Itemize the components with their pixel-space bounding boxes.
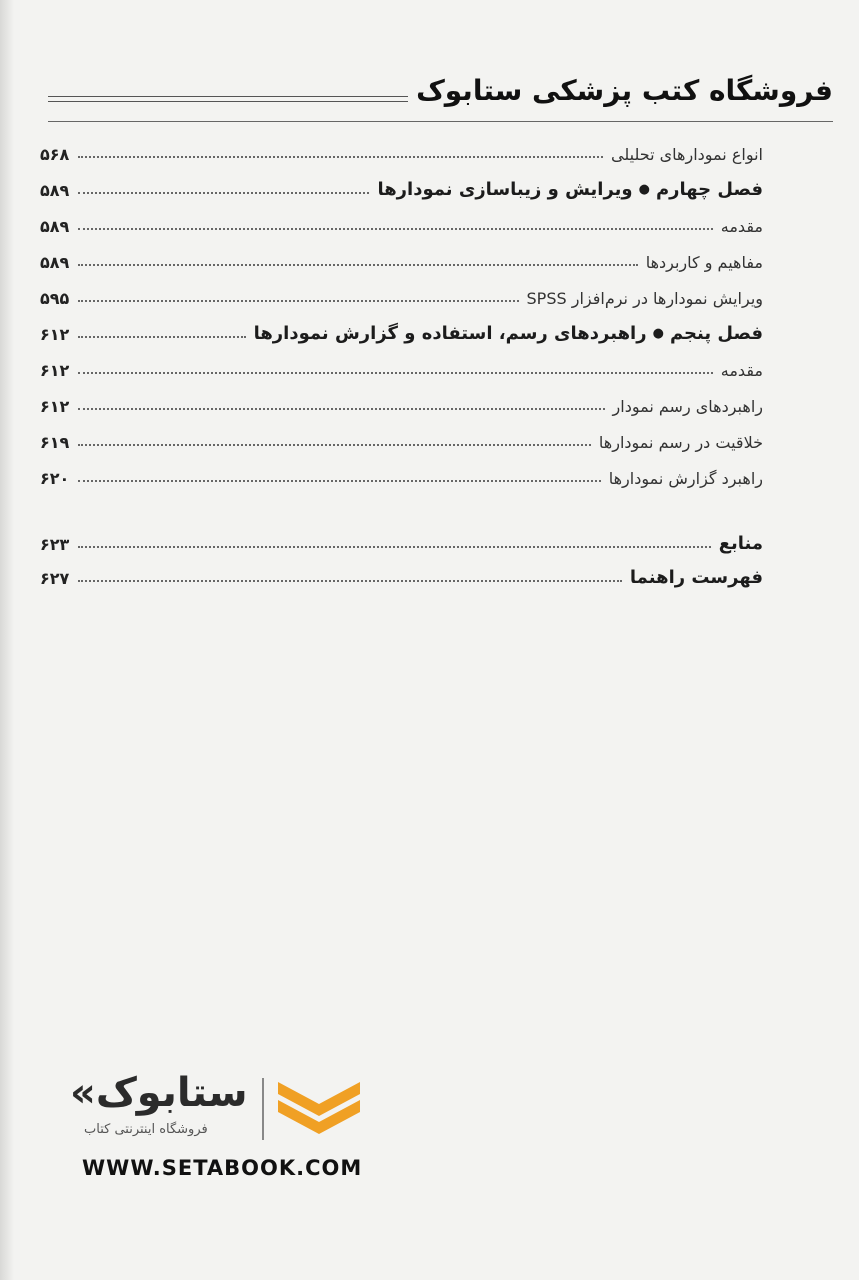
dot-leader <box>78 443 591 446</box>
book-stack-icon <box>274 1074 364 1144</box>
dot-leader <box>78 335 246 338</box>
dot-leader <box>78 299 519 302</box>
brand-subtitle: فروشگاه اینترنتی کتاب <box>84 1122 208 1137</box>
watermark-logo <box>64 1070 364 1190</box>
toc-entry-title: فهرست راهنما <box>629 567 763 588</box>
toc-entry-title: منابع <box>718 533 763 554</box>
toc-entry-title: راهبرد گزارش نمودارها <box>608 469 763 488</box>
page-title: فروشگاه کتب پزشکی ستابوک <box>408 74 833 107</box>
page-number: ۶۱۹ <box>40 433 70 452</box>
chapter-number: فصل چهارم <box>655 179 763 200</box>
toc-row <box>40 350 763 380</box>
toc-entry-title: مفاهیم و کاربردها <box>645 253 763 272</box>
page-edge-shadow <box>0 0 14 1280</box>
page-number: ۵۸۹ <box>40 253 70 272</box>
page-number: ۶۲۰ <box>40 469 70 488</box>
page-number: ۶۱۲ <box>40 361 70 380</box>
bullet-icon: ● <box>652 326 664 341</box>
brand-divider <box>262 1078 264 1140</box>
toc-entry-title <box>250 323 763 344</box>
toc-row <box>40 458 763 488</box>
toc-row <box>40 206 763 236</box>
dot-leader <box>78 227 713 230</box>
toc-chapter-row <box>40 170 763 200</box>
toc-entry-title: راهبردهای رسم نمودار <box>612 397 763 416</box>
dot-leader <box>78 191 369 194</box>
bullet-icon: ● <box>638 182 650 197</box>
dot-leader <box>78 579 622 582</box>
page-number: ۵۸۹ <box>40 217 70 236</box>
toc-row <box>40 278 763 308</box>
header-underline <box>48 121 833 122</box>
toc-row <box>40 134 763 164</box>
dot-leader <box>78 155 603 158</box>
page-number: ۵۶۸ <box>40 145 70 164</box>
brand-chevrons-icon: « <box>70 1070 96 1116</box>
toc-row <box>40 422 763 452</box>
toc-row <box>40 558 763 588</box>
dot-leader <box>78 545 711 548</box>
toc-row <box>40 386 763 416</box>
toc-entry-title: خلاقیت در رسم نمودارها <box>598 433 763 452</box>
page-number: ۵۹۵ <box>40 289 70 308</box>
toc-entry-title: مقدمه <box>720 361 763 380</box>
dot-leader <box>78 407 605 410</box>
toc-entry-title: مقدمه <box>720 217 763 236</box>
brand-wordmark <box>70 1070 248 1116</box>
page-number: ۶۲۳ <box>40 535 70 554</box>
page-number: ۵۸۹ <box>40 181 70 200</box>
toc-entry-title: ویرایش نمودارها در نرم‌افزار SPSS <box>526 289 763 308</box>
brand-name: ستابوک <box>95 1070 248 1116</box>
chapter-number: فصل پنجم <box>669 323 763 344</box>
toc-chapter-row <box>40 314 763 344</box>
page-number: ۶۱۲ <box>40 397 70 416</box>
toc-entry-title: انواع نمودارهای تحلیلی <box>611 145 763 164</box>
page-number: ۶۱۲ <box>40 325 70 344</box>
chapter-title: راهبردهای رسم، استفاده و گزارش نمودارها <box>253 323 647 344</box>
toc-entry-title <box>373 179 763 200</box>
page-header <box>48 74 833 114</box>
toc-row <box>40 524 763 554</box>
toc-row <box>40 242 763 272</box>
dot-leader <box>78 263 638 266</box>
website-url: WWW.SETABOOK.COM <box>82 1156 363 1180</box>
dot-leader <box>78 371 713 374</box>
dot-leader <box>78 479 601 482</box>
chapter-title: ویرایش و زیباسازی نمودارها <box>377 179 633 200</box>
page-number: ۶۲۷ <box>40 569 70 588</box>
